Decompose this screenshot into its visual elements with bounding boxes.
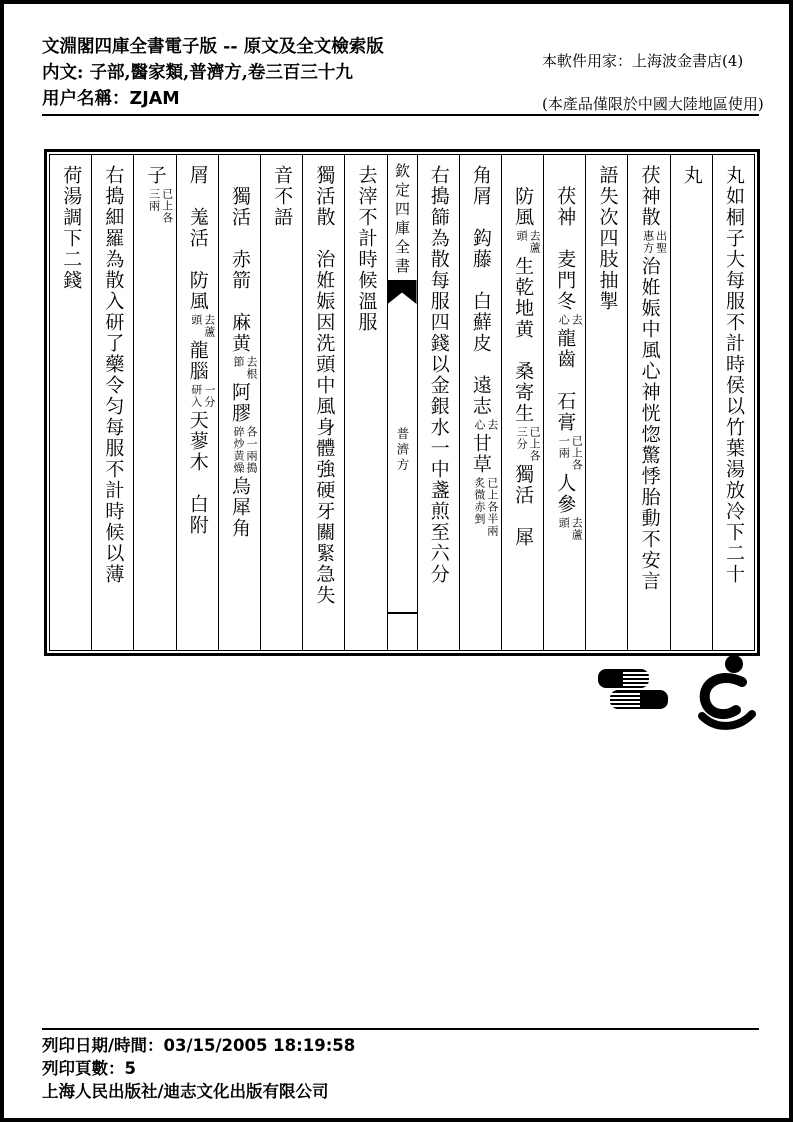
column-text: 荷湯調下二錢	[60, 165, 83, 291]
small-annotation	[232, 426, 258, 474]
column-text: 甘草	[469, 433, 492, 475]
annotation-line: 已上各半兩	[485, 477, 499, 537]
fishtail-mark	[388, 280, 417, 304]
small-annotation	[148, 188, 174, 224]
annotation-line: 各一兩搗	[244, 426, 258, 474]
annotation-line: 頭	[557, 517, 571, 529]
print-datetime-value: 03/15/2005 18:19:58	[163, 1036, 356, 1055]
publisher-line: 上海人民出版社/迪志文化出版有限公司	[42, 1082, 329, 1101]
column-text: 獨活散 治姙娠因洗頭中風身體強硬牙關緊急失	[313, 165, 336, 606]
app-title: 文淵閣四庫全書電子版 -- 原文及全文檢索版	[42, 37, 384, 57]
small-annotation	[190, 384, 216, 408]
user-name-value: ZJAM	[129, 89, 180, 109]
brush-swirl-logo	[686, 652, 758, 738]
column-9-banxin	[387, 155, 417, 650]
column-3	[627, 155, 669, 650]
annotation-line: 節	[231, 356, 245, 368]
column-text: 語失次四肢抽掣	[596, 165, 619, 312]
annotation-line: 一兩	[557, 435, 571, 459]
annotation-line: 炙微赤剉	[472, 477, 486, 525]
print-pages-line	[42, 1057, 355, 1080]
annotation-line: 心	[472, 419, 486, 431]
small-annotation	[557, 314, 583, 326]
column-1	[712, 155, 754, 650]
print-pages-value: 5	[124, 1059, 136, 1078]
column-12	[260, 155, 302, 650]
content-path-label: 内文:	[42, 63, 90, 83]
small-annotation	[642, 230, 668, 254]
annotation-line: 三兩	[147, 188, 161, 212]
annotation-line: 去	[570, 314, 584, 326]
annotation-line: 去蘆	[202, 314, 216, 338]
column-text: 獨活 赤箭 麻黄	[228, 165, 251, 354]
small-annotation	[473, 419, 499, 431]
annotation-line: 三分	[515, 426, 529, 450]
column-6	[501, 155, 543, 650]
print-datetime-label: 列印日期/時間：	[42, 1036, 164, 1055]
small-annotation	[473, 477, 499, 537]
column-text: 天蓼木 白附	[186, 410, 209, 536]
column-text: 右搗篩為散每服四錢以金銀水一中盞煎至六分	[427, 165, 450, 585]
banxin-rule	[388, 612, 417, 614]
annotation-line: 已上各	[160, 188, 174, 224]
banxin-title: 欽定四庫全書	[393, 163, 411, 277]
column-4	[585, 155, 627, 650]
column-13	[218, 155, 260, 650]
footer-divider	[42, 1028, 759, 1030]
column-text: 角屑 鈎藤 白蘚皮 遠志	[469, 165, 492, 417]
annotation-line: 碎炒黄燥	[231, 426, 245, 474]
banxin-book-label: 普濟方	[395, 427, 410, 474]
small-annotation	[515, 230, 541, 254]
column-text: 右搗細羅為散入研了藥令匀每服不計時候以薄	[102, 165, 125, 585]
region-restriction-line: (本產品僅限於中國大陸地區使用)	[542, 95, 764, 113]
annotation-line: 心	[557, 314, 571, 326]
column-text: 茯神散	[638, 165, 661, 228]
column-11	[302, 155, 344, 650]
column-17	[50, 155, 91, 650]
column-text: 防風	[512, 165, 535, 228]
content-path-line	[42, 60, 384, 86]
annotation-line: 出聖	[654, 230, 668, 254]
annotation-line: 頭	[515, 230, 529, 242]
annotation-line: 惠方	[641, 230, 655, 254]
content-path-value: 子部,醫家類,普濟方,卷三百三十九	[89, 63, 353, 83]
column-text: 去滓不計時候溫服	[355, 165, 378, 333]
column-16	[91, 155, 133, 650]
print-pages-label: 列印頁數：	[42, 1059, 125, 1078]
small-annotation	[190, 314, 216, 338]
annotation-line: 研入	[189, 384, 203, 408]
column-15	[133, 155, 175, 650]
annotation-line: 去	[485, 419, 499, 431]
annotation-line: 去蘆	[528, 230, 542, 254]
column-text: 丸如桐子大每服不計時侯以竹葉湯放冷下二十	[723, 165, 745, 585]
columns-container	[49, 154, 755, 651]
column-text: 龍齒 石膏	[554, 328, 577, 433]
column-text: 子	[144, 165, 167, 186]
column-7	[459, 155, 501, 650]
column-text: 音不語	[271, 165, 294, 228]
annotation-line: 已上各	[570, 435, 584, 471]
user-name-label: 用户名稱：	[42, 89, 130, 109]
annotation-line: 去蘆	[570, 517, 584, 541]
book-page-frame	[44, 149, 760, 656]
annotation-line: 已上各	[528, 426, 542, 462]
annotation-line: 去根	[244, 356, 258, 380]
user-name-line	[42, 86, 384, 112]
small-annotation	[557, 517, 583, 541]
column-text: 治姙娠中風心神恍惚驚悸胎動不安言	[638, 256, 661, 592]
column-text: 丸	[680, 165, 703, 186]
column-text: 龍腦	[186, 340, 209, 382]
column-2	[670, 155, 712, 650]
column-text: 阿膠	[228, 382, 251, 424]
column-10	[344, 155, 386, 650]
stacked-books-logo	[596, 664, 670, 718]
column-text: 茯神 麦門冬	[554, 165, 577, 312]
licensee-line: 本軟件用家：上海波金書店(4)	[542, 52, 744, 70]
small-annotation	[515, 426, 541, 462]
column-8	[417, 155, 459, 650]
small-annotation	[232, 356, 258, 380]
column-text: 屑 羗活 防風	[186, 165, 209, 312]
column-text: 烏犀角	[228, 476, 251, 539]
annotation-line: 頭	[189, 314, 203, 326]
column-text: 獨活 犀	[512, 464, 535, 548]
small-annotation	[557, 435, 583, 471]
column-5	[543, 155, 585, 650]
footer	[42, 1034, 355, 1103]
column-text: 生乾地黄 桑寄生	[512, 256, 535, 424]
annotation-line: 一分	[202, 384, 216, 408]
column-text: 人參	[554, 473, 577, 515]
header-left	[42, 34, 384, 112]
column-14	[176, 155, 218, 650]
header-divider	[42, 114, 759, 116]
print-datetime-line	[42, 1034, 355, 1057]
